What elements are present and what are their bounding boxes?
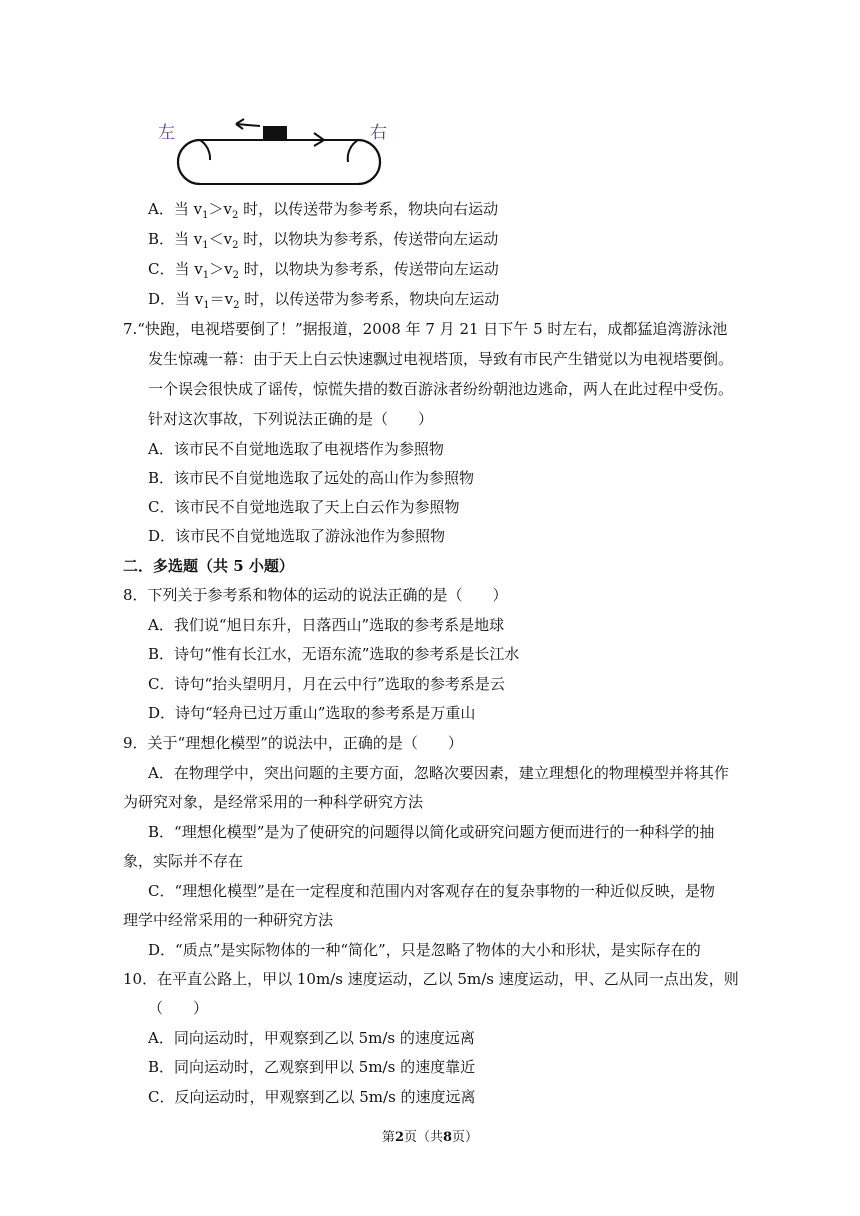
q6-option-c: C．当 $v_1>v_2$ 时，以物块为参考系，传送带向左运动 xyxy=(148,260,499,281)
q10-stem-line-1: 10．在平直公路上，甲以 10m/s 速度运动，乙以 5m/s 速度运动，甲、乙从同一点出发，则 xyxy=(123,970,739,988)
q7-stem-line-1: 7.“快跑，电视塔要倒了！”据报道，2008 年 7 月 21 日下午 5 时左右，成都猛追湾游泳池 xyxy=(123,320,728,338)
q8-option-b: B．诗句“惟有长江水，无语东流”选取的参考系是长江水 xyxy=(148,645,520,663)
section-heading: 二．多选题（共 5 小题） xyxy=(123,557,294,575)
q7-option-c: C．该市民不自觉地选取了天上白云作为参照物 xyxy=(148,498,460,516)
q6-option-a: A．当 $v_1>v_2$ 时，以传送带为参考系，物块向右运动 xyxy=(148,200,499,221)
q10-option-b: B．同向运动时，乙观察到甲以 5m/s 的速度靠近 xyxy=(148,1058,476,1076)
figure-left-label: 左 xyxy=(158,123,175,143)
conveyor-belt-figure xyxy=(152,110,402,190)
q9-option-d: D．“质点”是实际物体的一种“简化”，只是忽略了物体的大小和形状，是实际存在的 xyxy=(148,941,701,959)
q7-stem-line-3: 一个误会很快成了谣传，惊慌失措的数百游泳者纷纷朝池边逃命，两人在此过程中受伤。 xyxy=(148,380,734,398)
q7-option-b: B．该市民不自觉地选取了远处的高山作为参照物 xyxy=(148,469,475,487)
q9-option-a-line-2: 为研究对象，是经常采用的一种科学研究方法 xyxy=(123,793,424,811)
q7-option-d: D．该市民不自觉地选取了游泳池作为参照物 xyxy=(148,527,446,545)
q10-option-c: C．反向运动时，甲观察到乙以 5m/s 的速度远离 xyxy=(148,1088,476,1106)
q6-option-b: B．当 $v_1<v_2$ 时，以物块为参考系，传送带向左运动 xyxy=(148,230,499,251)
q8-option-a: A．我们说“旭日东升，日落西山”选取的参考系是地球 xyxy=(148,616,505,634)
q7-stem-line-2: 发生惊魂一幕：由于天上白云快速飘过电视塔顶，导致有市民产生错觉以为电视塔要倒。 xyxy=(148,350,734,368)
q9-option-c-line-1: C．“理想化模型”是在一定程度和范围内对客观存在的复杂事物的一种近似反映，是物 xyxy=(148,882,715,900)
q9-option-c-line-2: 理学中经常采用的一种研究方法 xyxy=(123,911,334,929)
q7-stem-line-4: 针对这次事故，下列说法正确的是（ ） xyxy=(148,410,434,428)
q9-option-b-line-2: 象，实际并不存在 xyxy=(123,852,244,870)
block-shape xyxy=(263,126,287,140)
q10-option-a: A．同向运动时，甲观察到乙以 5m/s 的速度远离 xyxy=(148,1029,475,1047)
q9-option-a-line-1: A．在物理学中，突出问题的主要方面，忽略次要因素，建立理想化的物理模型并将其作 xyxy=(148,764,729,782)
q8-option-c: C．诗句“抬头望明月，月在云中行”选取的参考系是云 xyxy=(148,675,505,693)
q9-option-b-line-1: B．“理想化模型”是为了使研究的问题得以简化或研究问题方便而进行的一种科学的抽 xyxy=(148,823,715,841)
q8-option-d: D．诗句“轻舟已过万重山”选取的参考系是万重山 xyxy=(148,704,476,722)
q6-option-d: D．当 $v_1=v_2$ 时，以传送带为参考系，物块向左运动 xyxy=(148,290,500,311)
page-footer: 第2页（共8页） xyxy=(381,1130,479,1145)
figure-right-label: 右 xyxy=(370,123,387,143)
q7-option-a: A．该市民不自觉地选取了电视塔作为参照物 xyxy=(148,440,444,458)
conveyor-belt-drawing xyxy=(152,110,402,190)
q8-stem: 8．下列关于参考系和物体的运动的说法正确的是（ ） xyxy=(123,586,508,604)
q10-stem-line-2: （ ） xyxy=(148,999,209,1017)
q9-stem: 9．关于“理想化模型”的说法中，正确的是（ ） xyxy=(123,734,463,752)
